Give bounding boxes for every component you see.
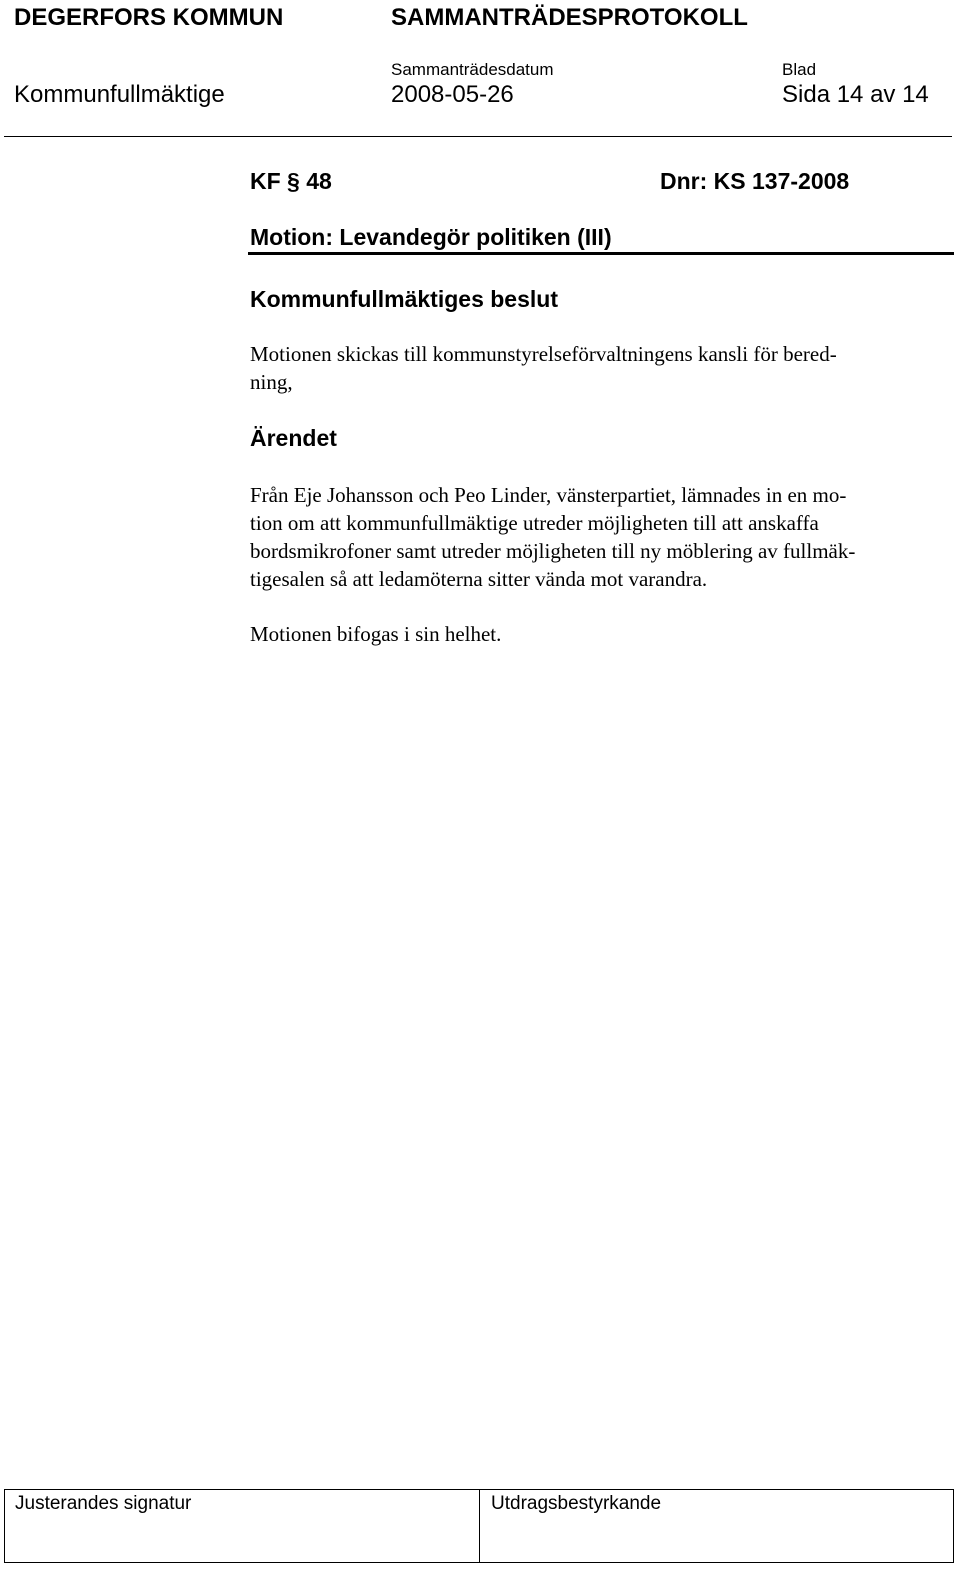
header-divider xyxy=(4,136,952,137)
matter-heading: Ärendet xyxy=(250,425,337,451)
meeting-date: 2008-05-26 xyxy=(391,81,514,108)
attachment-note: Motionen bifogas i sin helhet. xyxy=(250,622,502,646)
text-line: tigesalen så att ledamöterna sitter vända mot varandra. xyxy=(250,567,708,591)
signature-label: Justerandes signatur xyxy=(15,1493,192,1514)
decision-text xyxy=(250,340,940,396)
text-line: ning, xyxy=(250,370,293,394)
extract-certification-label: Utdragsbestyrkande xyxy=(491,1493,662,1514)
page-number: Sida 14 av 14 xyxy=(782,81,929,108)
sheet-label: Blad xyxy=(782,60,817,79)
signature-table xyxy=(4,1489,954,1563)
title-divider xyxy=(248,252,954,255)
organization-name: DEGERFORS KOMMUN xyxy=(14,4,284,31)
section-number: KF § 48 xyxy=(250,168,332,194)
meeting-date-label: Sammanträdesdatum xyxy=(391,60,554,79)
text-line: Från Eje Johansson och Peo Linder, vänsterpartiet, lämnades in en mo- xyxy=(250,483,847,507)
text-line: tion om att kommunfullmäktige utreder möjligheten till att anskaffa xyxy=(250,511,819,535)
text-line: bordsmikrofoner samt utreder möjligheten till ny möblering av fullmäk- xyxy=(250,539,856,563)
decision-heading: Kommunfullmäktiges beslut xyxy=(250,286,558,312)
matter-text xyxy=(250,481,950,593)
diary-number: Dnr: KS 137-2008 xyxy=(660,168,850,194)
document-type: SAMMANTRÄDESPROTOKOLL xyxy=(391,4,748,31)
text-line: Motionen skickas till kommunstyrelseförvaltningens kansli för bered- xyxy=(250,342,837,366)
item-title: Motion: Levandegör politiken (III) xyxy=(250,224,612,250)
governing-body: Kommunfullmäktige xyxy=(14,81,225,108)
footer-divider xyxy=(479,1490,480,1562)
